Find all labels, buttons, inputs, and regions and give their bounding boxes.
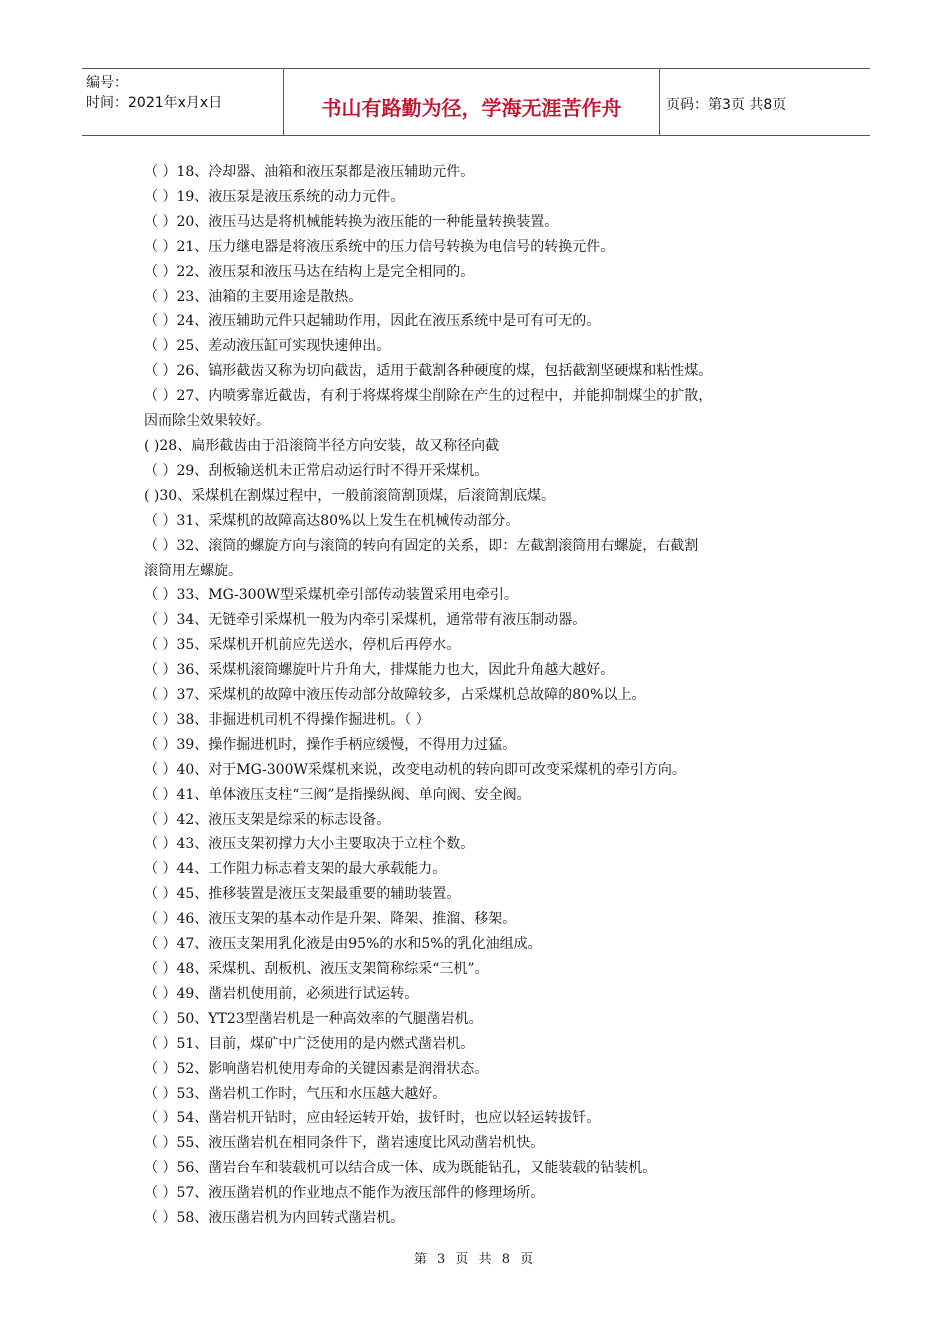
question-line: （ ）23、油箱的主要用途是散热。 — [144, 288, 363, 305]
question-line: （ ）34、无链牵引采煤机一般为内牵引采煤机，通常带有液压制动器。 — [144, 612, 587, 629]
question-line: （ ）54、凿岩机开钻时，应由轻运转开始，拔钎时，也应以轻运转拔钎。 — [144, 1110, 601, 1127]
question-line: （ ）47、液压支架用乳化液是由95%的水和5%的乳化油组成。 — [144, 936, 542, 953]
question-line: （ ）58、液压凿岩机为内回转式凿岩机。 — [144, 1210, 405, 1227]
time-label: 时间：2021年x月x日 — [86, 95, 223, 111]
question-line: （ ）38、非掘进机司机不得操作掘进机。（ ） — [144, 711, 430, 728]
question-line-continuation: 滚筒用左螺旋。 — [144, 562, 242, 579]
question-line: （ ）44、工作阻力标志着支架的最大承载能力。 — [144, 861, 447, 878]
question-line: （ ）53、凿岩机工作时，气压和水压越大越好。 — [144, 1085, 447, 1102]
question-line: （ ）45、推移装置是液压支架最重要的辅助装置。 — [144, 886, 461, 903]
question-line: （ ）49、凿岩机使用前，必须进行试运转。 — [144, 985, 419, 1002]
question-line: （ ）31、采煤机的故障高达80%以上发生在机械传动部分。 — [144, 512, 520, 529]
question-line: （ ）40、对于MG-300W采煤机来说，改变电动机的转向即可改变采煤机的牵引方向。 — [144, 761, 686, 778]
question-line: （ ）56、凿岩台车和装载机可以结合成一体、成为既能钻孔，又能装载的钻装机。 — [144, 1160, 657, 1177]
question-line: （ ）39、操作掘进机时，操作手柄应缓慢，不得用力过猛。 — [144, 736, 517, 753]
question-line: （ ）20、液压马达是将机械能转换为液压能的一种能量转换装置。 — [144, 213, 559, 230]
question-line: （ ）35、采煤机开机前应先送水，停机后再停水。 — [144, 637, 461, 654]
question-line: （ ）42、液压支架是综采的标志设备。 — [144, 811, 391, 828]
question-line: （ ）25、差动液压缸可实现快速伸出。 — [144, 338, 391, 355]
number-label: 编号： — [86, 75, 128, 91]
page-header — [82, 68, 870, 136]
question-line: （ ）26、镐形截齿又称为切向截齿，适用于截割各种硬度的煤，包括截割坚硬煤和粘性煤。 — [144, 363, 713, 380]
question-line: （ ）57、液压凿岩机的作业地点不能作为液压部件的修理场所。 — [144, 1185, 545, 1202]
question-line: （ ）51、目前，煤矿中广泛使用的是内燃式凿岩机。 — [144, 1035, 475, 1052]
question-line: （ ）46、液压支架的基本动作是升架、降架、推溜、移架。 — [144, 911, 517, 928]
question-line: （ ）22、液压泵和液压马达在结构上是完全相同的。 — [144, 263, 475, 280]
question-line: ( )30、采煤机在割煤过程中，一般前滚筒割顶煤，后滚筒割底煤。 — [144, 487, 556, 504]
header-info-cell — [82, 69, 284, 135]
question-line: （ ）32、滚筒的螺旋方向与滚筒的转向有固定的关系，即：左截割滚筒用右螺旋，右截割 — [144, 537, 699, 554]
question-line: （ ）29、刮板输送机未正常启动运行时不得开采煤机。 — [144, 462, 489, 479]
question-line: （ ）36、采煤机滚筒螺旋叶片升角大，排煤能力也大，因此升角越大越好。 — [144, 662, 615, 679]
question-line: （ ）18、冷却器、油箱和液压泵都是液压辅助元件。 — [144, 164, 475, 180]
question-line: （ ）48、采煤机、刮板机、液压支架简称综采“三机”。 — [144, 961, 489, 977]
header-motto: 书山有路勤为径，学海无涯苦作舟 — [284, 69, 660, 135]
question-line: （ ）33、MG-300W型采煤机牵引部传动装置采用电牵引。 — [144, 587, 518, 604]
question-line: （ ）27、内喷雾靠近截齿，有利于将煤将煤尘削除在产生的过程中，并能抑制煤尘的扩散， — [144, 388, 713, 405]
page-footer: 第 3 页 共 8 页 — [413, 1252, 537, 1267]
question-line: （ ）52、影响凿岩机使用寿命的关键因素是润滑状态。 — [144, 1060, 489, 1077]
question-line: （ ）55、液压凿岩机在相同条件下，凿岩速度比风动凿岩机快。 — [144, 1135, 545, 1152]
question-list — [144, 160, 824, 1231]
header-page-label: 页码：第3页 共8页 — [666, 97, 787, 113]
question-line: （ ）43、液压支架初撑力大小主要取决于立柱个数。 — [144, 836, 475, 853]
question-line: （ ）41、单体液压支柱“三阀”是指操纵阀、单向阀、安全阀。 — [144, 786, 531, 803]
question-line: （ ）24、液压辅助元件只起辅助作用，因此在液压系统中是可有可无的。 — [144, 313, 601, 330]
question-line: ( )28、扁形截齿由于沿滚筒半径方向安装，故又称径向截 — [144, 437, 500, 454]
question-line: （ ）21、压力继电器是将液压系统中的压力信号转换为电信号的转换元件。 — [144, 238, 615, 255]
question-line-continuation: 因而除尘效果较好。 — [144, 413, 270, 430]
question-line: （ ）37、采煤机的故障中液压传动部分故障较多，占采煤机总故障的80%以上。 — [144, 687, 646, 704]
question-line: （ ）19、液压泵是液压系统的动力元件。 — [144, 188, 405, 205]
question-line: （ ）50、YT23型凿岩机是一种高效率的气腿凿岩机。 — [144, 1010, 483, 1027]
